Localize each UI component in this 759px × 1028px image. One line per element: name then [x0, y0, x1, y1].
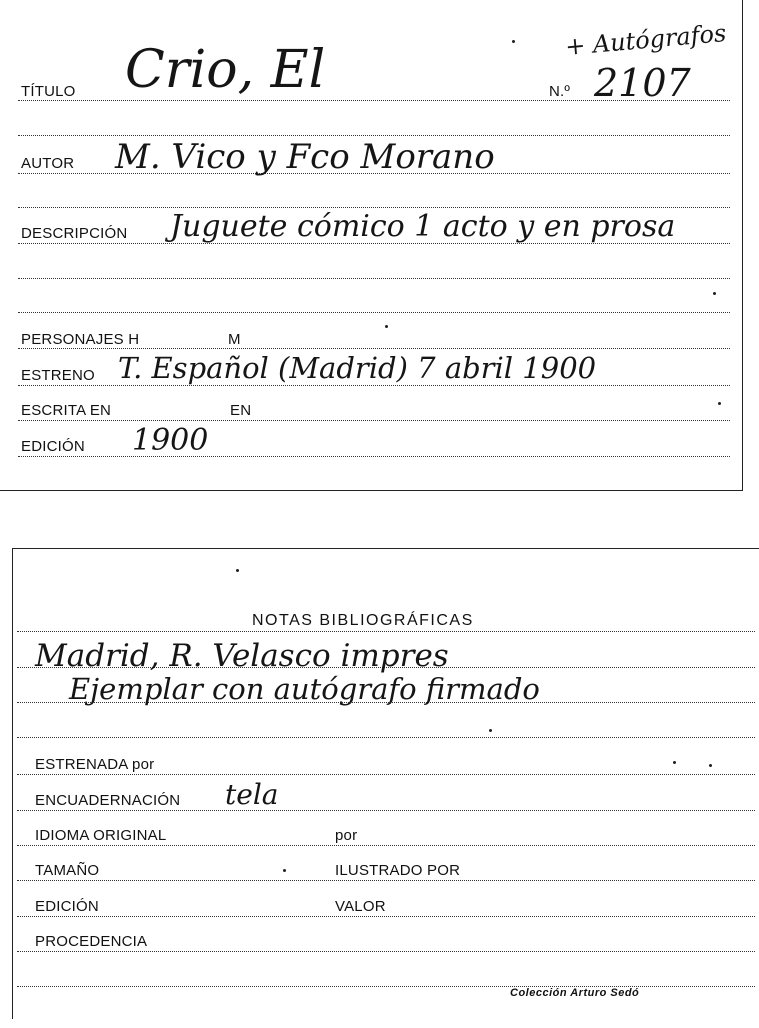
speck	[489, 729, 492, 732]
autor-value: M. Vico y Fco Morano	[115, 137, 495, 177]
notas-heading: NOTAS BIBLIOGRÁFICAS	[252, 612, 474, 629]
procedencia-label: PROCEDENCIA	[35, 933, 148, 950]
notes-line-1: Madrid, R. Velasco impres	[35, 638, 449, 674]
estreno-value: T. Español (Madrid) 7 abril 1900	[118, 351, 597, 385]
numero-label: N.º	[549, 83, 571, 100]
personajes-m-label: M	[228, 331, 241, 348]
idioma-por-label: por	[335, 827, 358, 844]
autor-label: AUTOR	[21, 155, 75, 172]
speck	[512, 40, 515, 43]
descripcion-label: DESCRIPCIÓN	[21, 225, 128, 242]
rule-edicion	[18, 456, 730, 457]
valor-label: VALOR	[335, 898, 386, 915]
rule-gap-1	[18, 135, 730, 136]
catalog-card-front	[0, 0, 743, 491]
numero-value: 2107	[594, 61, 691, 105]
speck	[385, 325, 388, 328]
speck	[709, 764, 712, 767]
estrenada-label: ESTRENADA por	[35, 756, 155, 773]
rule-tamano	[17, 880, 755, 881]
rule-estrenada	[17, 774, 755, 775]
catalog-card-back	[12, 548, 759, 1019]
titulo-label: TÍTULO	[21, 83, 76, 100]
descripcion-value: Juguete cómico 1 acto y en prosa	[170, 209, 676, 244]
encuadernacion-value: tela	[225, 778, 279, 811]
idioma-label: IDIOMA ORIGINAL	[35, 827, 167, 844]
escrita-label: ESCRITA EN	[21, 402, 112, 419]
rule-procedencia	[17, 951, 755, 952]
rule-gap-3	[18, 278, 730, 279]
speck	[713, 292, 716, 295]
speck	[673, 761, 676, 764]
rule-personajes	[18, 348, 730, 349]
autografos-annotation: + Autógrafos	[564, 19, 728, 61]
rule-gap-2	[18, 207, 730, 208]
notes-line-2: Ejemplar con autógrafo firmado	[69, 672, 540, 706]
rule-bottom	[17, 986, 755, 987]
personajes-label: PERSONAJES H	[21, 331, 140, 348]
rule-escrita	[18, 420, 730, 421]
rule-idioma	[17, 845, 755, 846]
speck	[718, 402, 721, 405]
rule-notas-4	[17, 737, 755, 738]
rule-gap-4	[18, 312, 730, 313]
rule-encuadernacion	[17, 810, 755, 811]
edicion-value: 1900	[132, 423, 209, 458]
estreno-label: ESTRENO	[21, 367, 95, 384]
speck	[283, 869, 286, 872]
edicion-label: EDICIÓN	[21, 438, 85, 455]
escrita-en-label: EN	[230, 402, 252, 419]
rule-edicion-back	[17, 916, 755, 917]
tamano-label: TAMAÑO	[35, 862, 100, 879]
rule-notas-1	[17, 631, 755, 632]
edicion-back-label: EDICIÓN	[35, 898, 99, 915]
ilustrado-label: ILUSTRADO POR	[335, 862, 461, 879]
encuadernacion-label: ENCUADERNACIÓN	[35, 792, 181, 809]
speck	[236, 569, 239, 572]
titulo-value: Crio, El	[125, 40, 326, 100]
coleccion-footer: Colección Arturo Sedó	[510, 987, 640, 999]
rule-estreno	[18, 385, 730, 386]
